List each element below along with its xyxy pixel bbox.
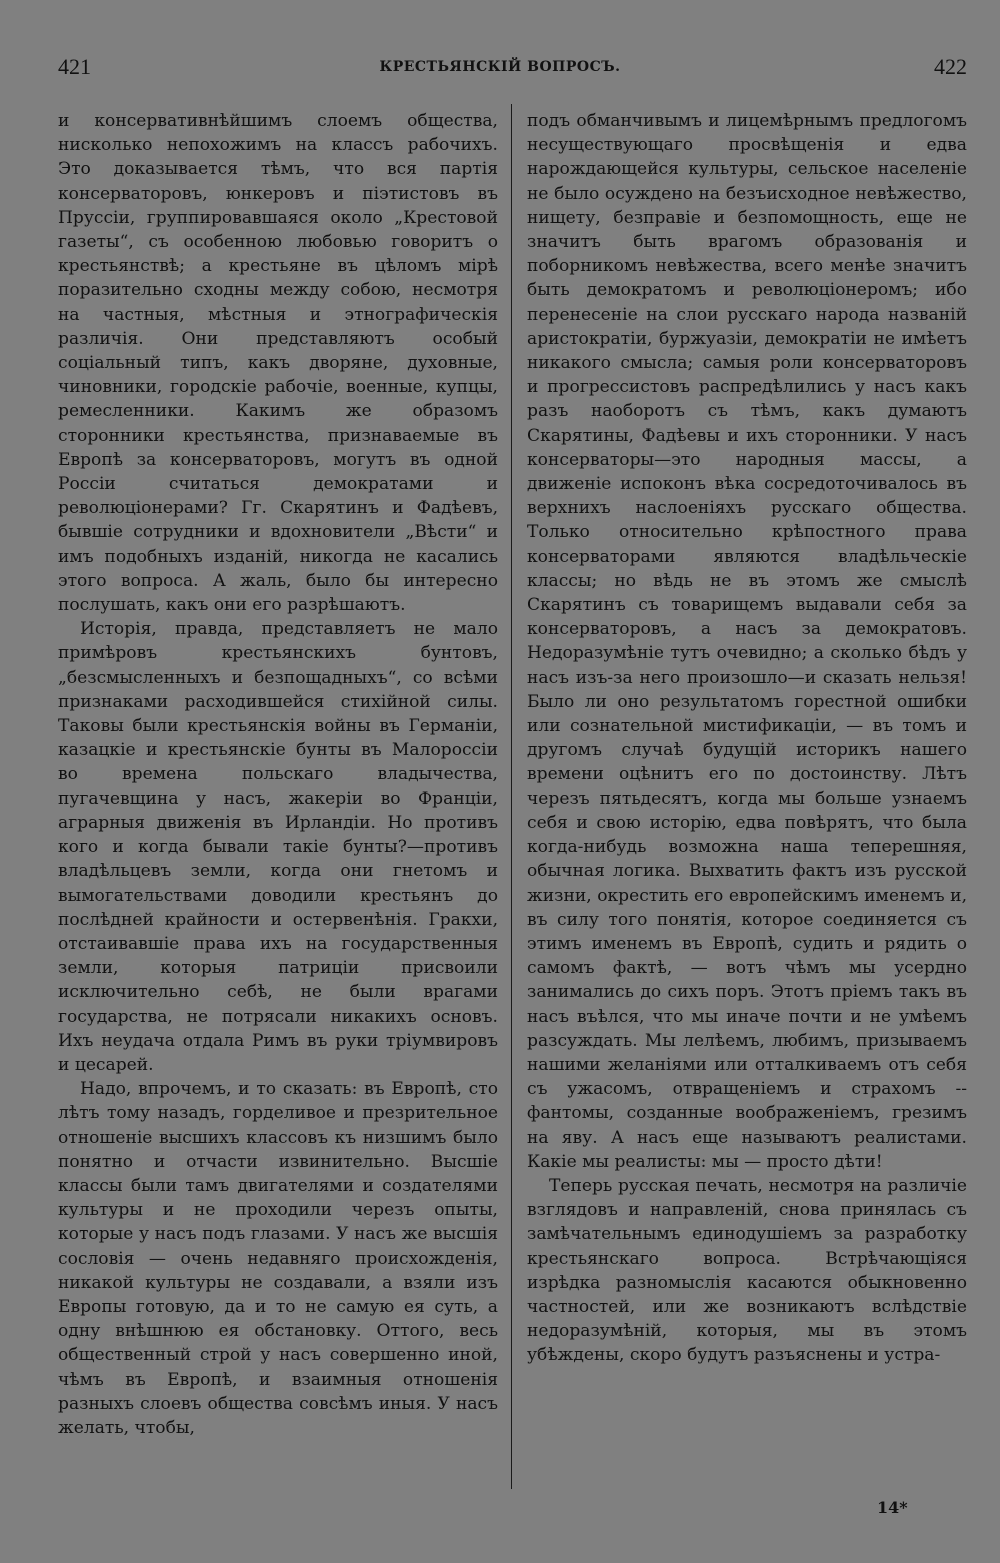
paragraph: Теперь русская печать, несмотря на различіе взглядовъ и направленій, снова принялась съ замѣчательнымъ единодушіемъ за разработку крестьянскаго вопроса. Встрѣчающіяся изрѣдка разномыслія касаются обыкновенно частностей, или же возникаютъ вслѣдствіе недоразумѣній, которыя, мы въ этомъ убѣждены, скоро будутъ разъяснены и устра- <box>527 1175 967 1366</box>
paragraph: подъ обманчивымъ и лицемѣрнымъ предлогомъ несуществующаго просвѣщенія и едва нарождающейся культуры, сельское населеніе не было осуждено на безъисходное невѣжество, нищету, безправіе и безпомощность, еще не значитъ быть врагомъ образованія и поборникомъ невѣжества, всего менѣе значитъ быть демократомъ и революціонеромъ; ибо перенесеніе на слои русскаго народа названій аристократіи, буржуазіи, демократіи не имѣетъ никакого смысла; самыя роли консерваторовъ и прогрессистовъ распредѣлились у насъ какъ разъ наоборотъ съ тѣмъ, какъ думаютъ Скарятины, Фадѣевы и ихъ сторонники. У насъ консерваторы—это народныя массы, а движеніе испоконъ вѣка сосредоточивалось въ верхнихъ наслоеніяхъ русскаго общества. Только относительно крѣпостного права консерваторами являются владѣльческіе классы; но вѣдь не въ этомъ же смыслѣ Скарятинъ съ товарищемъ выдавали себя за консерваторовъ, а насъ за демократовъ. Недоразумѣніе тутъ очевидно; а сколько бѣдъ у насъ изъ-за него произошло—и сказать нельзя! Было ли оно результатомъ горестной ошибки или сознательной мистификаціи, — въ томъ и другомъ случаѣ будущій историкъ нашего времени оцѣнитъ его по достоинству. Лѣтъ черезъ пятьдесятъ, когда мы больше узнаемъ себя и свою исторію, едва повѣрятъ, что была когда-нибудь возможна наша теперешняя, обычная логика. Выхватить фактъ изъ русской жизни, окрестить его европейскимъ именемъ и, въ силу того понятія, которое соединяется съ этимъ именемъ въ Европѣ, судить и рядить о самомъ фактѣ, — вотъ чѣмъ мы усердно занимались до сихъ поръ. Этотъ пріемъ такъ въ насъ въѣлся, что мы иначе почти и не умѣемъ разсуждать. Мы лелѣемъ, любимъ, призываемъ нашими желаніями или отталкиваемъ отъ себя съ ужасомъ, отвращеніемъ и страхомъ -- фантомы, созданные воображеніемъ, грезимъ на яву. А насъ еще называютъ реалистами. Какіе мы реалисты: мы — просто дѣти! <box>527 111 967 1172</box>
left-column <box>58 109 498 1440</box>
running-title: КРЕСТЬЯНСКIЙ ВОПРОСЪ. <box>379 59 621 75</box>
paragraph: Исторія, правда, представляетъ не мало примѣровъ крестьянскихъ бунтовъ, „безсмысленныхъ и безпощадныхъ“, со всѣми признаками расходившейся стихійной силы. Таковы были крестьянскія войны въ Германіи, казацкіе и крестьянскіе бунты въ Малороссіи во времена польскаго владычества, пугачевщина у насъ, жакеріи во Франціи, аграрныя движенія въ Ирландіи. Но противъ кого и когда бывали такіе бунты?—противъ владѣльцевъ земли, когда они гнетомъ и вымогательствами доводили крестьянъ до послѣдней крайности и остервенѣнія. Гракхи, отстаивавшіе права ихъ на государственныя земли, которыя патриціи присвоили исключительно себѣ, не были врагами государства, не потрясали никакихъ основъ. Ихъ неудача отдала Римъ въ руки тріумвировъ и цесарей. <box>58 619 498 1075</box>
page-header <box>0 54 1000 88</box>
paragraph: и консервативнѣйшимъ слоемъ общества, нисколько непохожимъ на классъ рабочихъ. Это доказывается тѣмъ, что вся партія консерваторовъ, юнкеровъ и піэтистовъ въ Пруссіи, группировавшаяся около „Крестовой газеты“, съ особенною любовью говоритъ о крестьянствѣ; а крестьяне въ цѣломъ мірѣ поразительно сходны между собою, несмотря на частныя, мѣстныя и этнографическія различія. Они представляютъ особый соціальный типъ, какъ дворяне, духовные, чиновники, городскіе рабочіе, военные, купцы, ремесленники. Какимъ же образомъ сторонники крестьянства, признаваемые въ Европѣ за консерваторовъ, могутъ въ одной Россіи считаться демократами и революціонерами? Гг. Скарятинъ и Фадѣевъ, бывшіе сотрудники и вдохновители „Вѣсти“ и имъ подобныхъ изданій, никогда не касались этого вопроса. А жаль, было бы интересно послушать, какъ они его разрѣшаютъ. <box>58 111 498 616</box>
paragraph: Надо, впрочемъ, и то сказать: въ Европѣ, сто лѣтъ тому назадъ, горделивое и презрительное отношеніе высшихъ классовъ къ низшимъ было понятно и отчасти извинительно. Высшіе классы были тамъ двигателями и создателями культуры и не проходили черезъ опыты, которые у насъ подъ глазами. У насъ же высшія сословія — очень недавняго происхожденія, никакой культуры не создавали, а взяли изъ Европы готовую, да и то не самую ея суть, а одну внѣшнюю ея обстановку. Оттого, весь общественный строй у насъ совершенно иной, чѣмъ въ Европѣ, и взаимныя отношенія разныхъ слоевъ общества совсѣмъ иныя. У насъ желать, чтобы, <box>58 1079 498 1438</box>
column-divider <box>511 104 512 1489</box>
signature-mark: 14* <box>877 1498 908 1517</box>
right-column <box>527 109 967 1368</box>
page-number-right: 422 <box>934 54 967 79</box>
page-number-left: 421 <box>58 54 91 79</box>
